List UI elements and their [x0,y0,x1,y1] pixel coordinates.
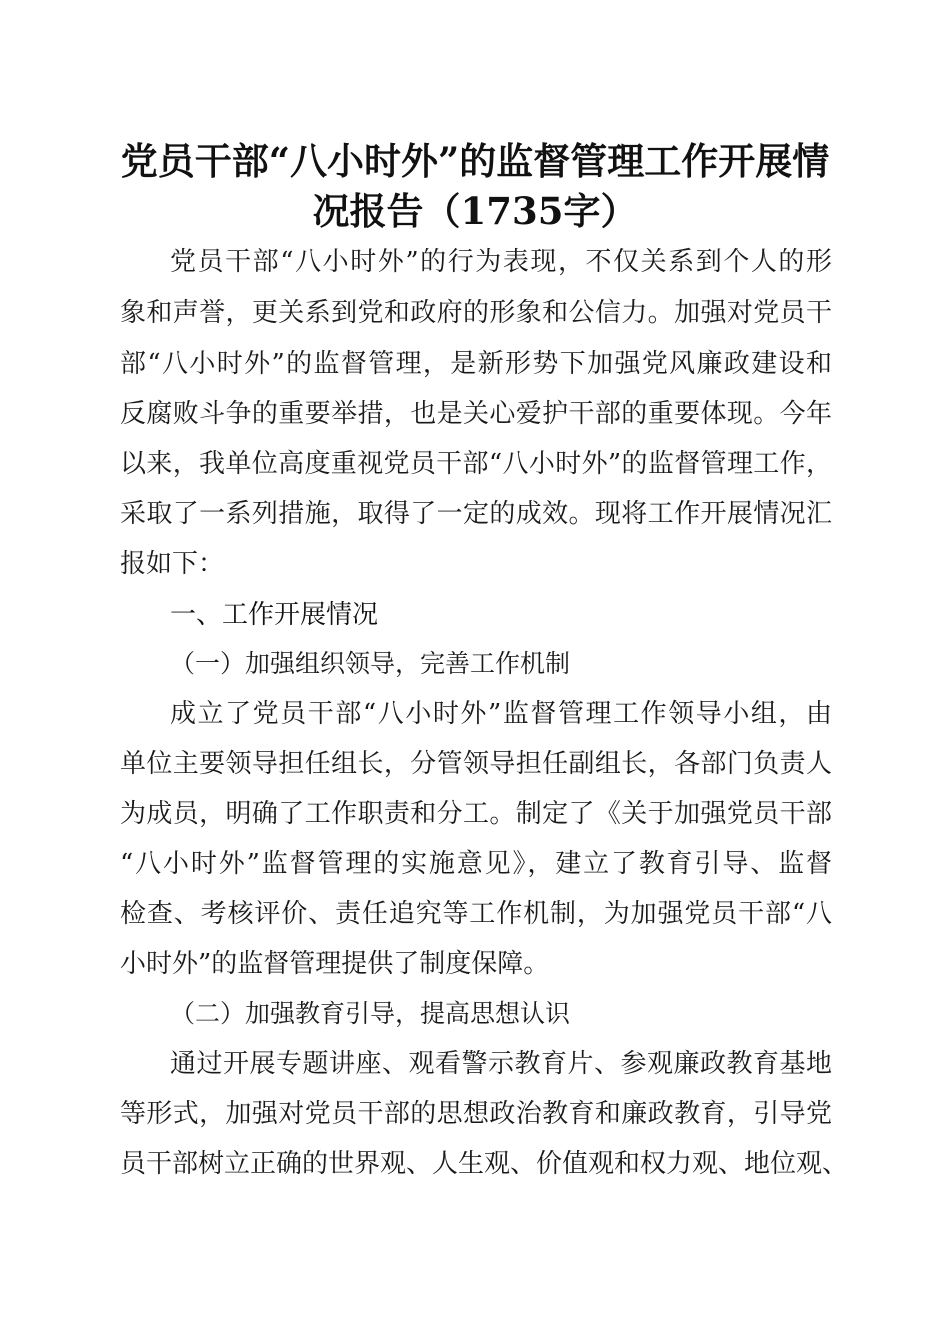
intro-paragraph-line: 部“八小时外”的监督管理，是新形势下加强党风廉政建设和 [120,349,832,379]
intro-paragraph-line: 象和声誉，更关系到党和政府的形象和公信力。加强对党员干 [120,298,832,328]
subsection-paragraph-line: 成立了党员干部“八小时外”监督管理工作领导小组，由 [170,699,832,729]
section-heading: 一、工作开展情况 [170,600,379,630]
subsection-paragraph-line: 为成员，明确了工作职责和分工。制定了《关于加强党员干部 [120,799,832,829]
subsection-paragraph-line: “八小时外”监督管理的实施意见》，建立了教育引导、监督 [120,849,832,879]
subsection-paragraph-line: 等形式，加强对党员干部的思想政治教育和廉政教育，引导党 [120,1099,832,1129]
document-title-line-1: 党员干部“八小时外”的监督管理工作开展情 [120,139,830,183]
subsection-paragraph-line: 单位主要领导担任组长，分管领导担任副组长，各部门负责人 [120,749,832,779]
intro-paragraph-line: 报如下： [120,549,225,579]
subsection-heading: （一）加强组织领导，完善工作机制 [170,649,571,678]
intro-paragraph-line: 以来，我单位高度重视党员干部“八小时外”的监督管理工作， [120,449,832,479]
subsection-paragraph-line: 员干部树立正确的世界观、人生观、价值观和权力观、地位观、 [120,1149,849,1179]
subsection-heading: （二）加强教育引导，提高思想认识 [170,999,571,1028]
intro-paragraph-line: 反腐败斗争的重要举措，也是关心爱护干部的重要体现。今年 [120,399,832,429]
intro-paragraph-line: 采取了一系列措施，取得了一定的成效。现将工作开展情况汇 [120,499,832,529]
subsection-paragraph-line: 通过开展专题讲座、观看警示教育片、参观廉政教育基地 [170,1049,832,1079]
subsection-paragraph-line: 小时外”的监督管理提供了制度保障。 [120,949,550,979]
intro-paragraph-line: 党员干部“八小时外”的行为表现，不仅关系到个人的形 [170,247,832,277]
subsection-paragraph-line: 检查、考核评价、责任追究等工作机制，为加强党员干部“八 [120,899,832,929]
document-title-line-2: 况报告（1735字） [312,189,638,233]
